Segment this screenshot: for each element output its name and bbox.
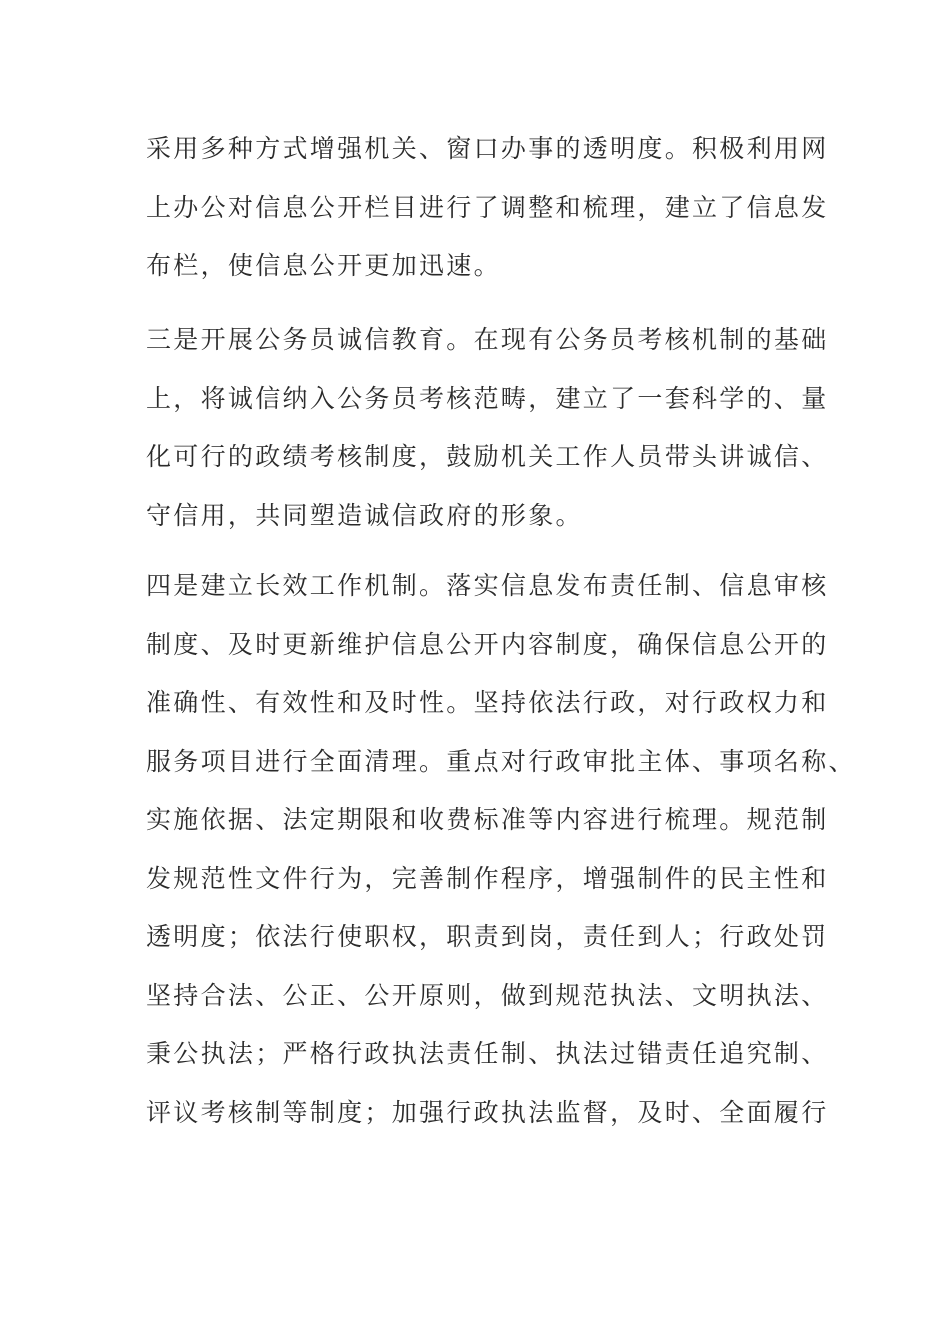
text-line: 上，将诚信纳入公务员考核范畴，建立了一套科学的、量 — [146, 383, 829, 413]
text-line: 评议考核制等制度；加强行政执法监督，及时、全面履行 — [146, 1097, 829, 1127]
text-line: 四是建立长效工作机制。落实信息发布责任制、信息审核 — [146, 571, 829, 600]
text-line: 服务项目进行全面清理。重点对行政审批主体、事项名称、 — [146, 746, 856, 776]
text-line: 透明度；依法行使职权，职责到岗，责任到人；行政处罚 — [146, 922, 829, 951]
paragraph-long-term-mechanism — [146, 557, 856, 1142]
text-line: 上办公对信息公开栏目进行了调整和梳理，建立了信息发 — [146, 192, 829, 222]
text-line: 采用多种方式增强机关、窗口办事的透明度。积极利用网 — [146, 134, 829, 163]
text-line: 坚持合法、公正、公开原则，做到规范执法、文明执法、 — [146, 980, 829, 1010]
text-line: 化可行的政绩考核制度，鼓励机关工作人员带头讲诚信、 — [146, 442, 829, 471]
text-line: 布栏，使信息公开更加迅速。 — [146, 251, 501, 280]
paragraph-transparency — [146, 120, 829, 296]
text-line: 准确性、有效性和及时性。坚持依法行政，对行政权力和 — [146, 688, 829, 717]
paragraph-integrity-education — [146, 311, 829, 545]
text-line: 守信用，共同塑造诚信政府的形象。 — [146, 500, 583, 530]
text-line: 发规范性文件行为，完善制作程序，增强制件的民主性和 — [146, 863, 829, 893]
text-line: 制度、及时更新维护信息公开内容制度，确保信息公开的 — [146, 629, 829, 659]
text-line: 秉公执法；严格行政执法责任制、执法过错责任追究制、 — [146, 1039, 829, 1068]
text-line: 三是开展公务员诚信教育。在现有公务员考核机制的基础 — [146, 325, 829, 354]
text-line: 实施依据、法定期限和收费标准等内容进行梳理。规范制 — [146, 805, 829, 834]
